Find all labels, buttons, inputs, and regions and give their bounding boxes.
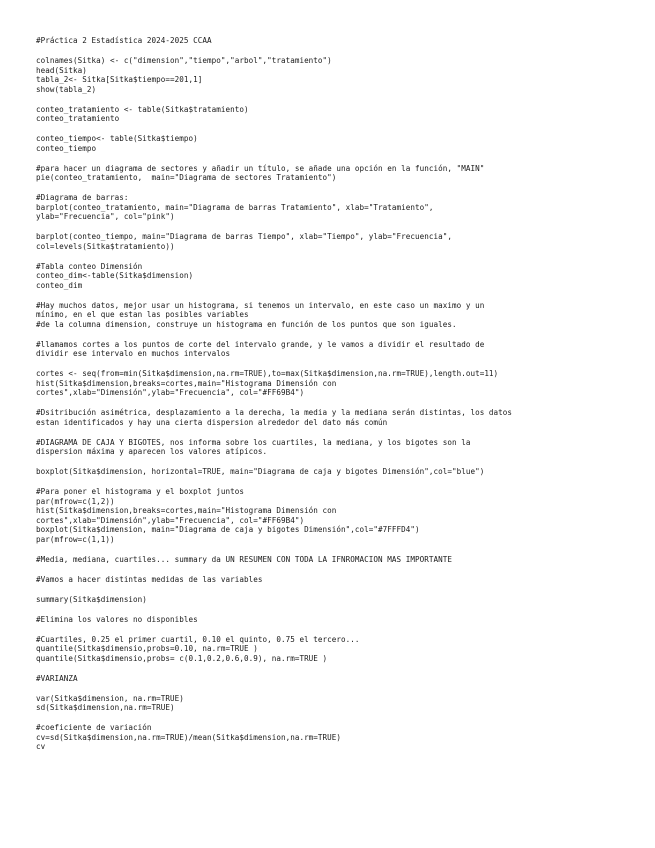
comment-line: #coeficiente de variación [36, 723, 152, 732]
code-line: barplot(conteo_tratamiento, main="Diagrama de barras Tratamiento", xlab="Tratamiento", [36, 202, 434, 212]
code-block [36, 595, 636, 605]
code-block [36, 56, 636, 94]
code-block [36, 674, 636, 684]
code-line: quantile(Sitka$dimensio,probs=0.10, na.rm=TRUE ) [36, 644, 258, 653]
comment-line: #Práctica 2 Estadística 2024-2025 CCAA [36, 36, 212, 45]
code-line: ylab="Frecuencia", col="pink") [36, 212, 175, 221]
comment-line: #Hay muchos datos, mejor usar un histograma, si tenemos un intervalo, en este caso un maximo y un [36, 300, 485, 310]
comment-line: #Dsitribución asimétrica, desplazamiento a la derecha, la media y la mediana serán distintas, los datos [36, 408, 513, 417]
code-block [36, 134, 636, 153]
code-line: conteo_tiempo<- table(Sitka$tiempo) [36, 134, 198, 143]
code-line: conteo_tratamiento <- table(Sitka$tratamiento) [36, 104, 249, 114]
code-line: sd(Sitka$dimension,na.rm=TRUE) [36, 703, 175, 712]
code-block [36, 301, 636, 330]
code-line: cortes",xlab="Dimensión",ylab="Frecuencia", col="#FF69B4") [36, 388, 305, 397]
code-line: conteo_dim<-table(Sitka$dimension) [36, 271, 194, 280]
code-line: dispersion máxima y aparecen los valores atípicos. [36, 447, 268, 456]
code-line: tabla_2<- Sitka[Sitka$tiempo==201,1] [36, 75, 203, 84]
code-block [36, 438, 636, 457]
r-script-text [36, 36, 636, 762]
code-block [36, 36, 636, 46]
code-line: summary(Sitka$dimension) [36, 594, 147, 604]
comment-line: #Para poner el histograma y el boxplot juntos [36, 487, 244, 496]
code-line: conteo_dim [36, 280, 83, 290]
code-block [36, 615, 636, 625]
comment-line: #DIAGRAMA DE CAJA Y BIGOTES, nos informa sobre los cuartiles, la mediana, y los bigotes son la [36, 437, 471, 447]
comment-line: #Tabla conteo Dimensión [36, 261, 143, 271]
code-line: dividir ese intervalo en muchos intervalos [36, 349, 231, 358]
code-line: hist(Sitka$dimension,breaks=cortes,main="Histograma Dimensión con [36, 506, 337, 515]
code-line: head(Sitka) [36, 65, 87, 75]
comment-line: #para hacer un diagrama de sectores y añadir un título, se añade una opción en la función, "MAIN" [36, 163, 485, 173]
code-block [36, 193, 636, 222]
comment-line: #Vamos a hacer distintas medidas de las variables [36, 574, 263, 584]
code-line: col=levels(Sitka$tratamiento)) [36, 241, 175, 251]
code-line: cortes",xlab="Dimensión",ylab="Frecuencia", col="#FF69B4") [36, 515, 305, 525]
code-block [36, 262, 636, 291]
code-line: show(tabla_2) [36, 84, 97, 94]
code-block [36, 635, 636, 664]
code-block [36, 723, 636, 752]
code-line: estan identificados y hay una cierta dispersion alrededor del dato más común [36, 417, 388, 427]
comment-line: #llamamos cortes a los puntos de corte del intervalo grande, y le vamos a dividir el resultado de [36, 339, 485, 349]
code-block [36, 369, 636, 398]
code-block [36, 105, 636, 124]
code-line: var(Sitka$dimension, na.rm=TRUE) [36, 693, 184, 703]
code-block [36, 467, 636, 477]
code-block [36, 408, 636, 427]
code-line: barplot(conteo_tiempo, main="Diagrama de barras Tiempo", xlab="Tiempo", ylab="Frecuencia", [36, 232, 452, 241]
code-line: cortes <- seq(from=min(Sitka$dimension,na.rm=TRUE),to=max(Sitka$dimension,na.rm=TRUE),length.out=11) [36, 369, 499, 378]
code-line: conteo_tratamiento [36, 114, 120, 123]
code-block [36, 340, 636, 359]
comment-line: #de la columna dimension, construye un histograma en función de los puntos que son iguales. [36, 319, 457, 329]
code-block [36, 232, 636, 251]
code-block [36, 164, 636, 183]
code-line: conteo_tiempo [36, 143, 97, 153]
code-line: quantile(Sitka$dimensio,probs= c(0.1,0.2,0.6,0.9), na.rm=TRUE ) [36, 653, 328, 663]
code-line: par(mfrow=c(1,1)) [36, 534, 115, 544]
code-block [36, 694, 636, 713]
code-line: boxplot(Sitka$dimension, horizontal=TRUE, main="Diagrama de caja y bigotes Dimensión",col="blue") [36, 467, 485, 476]
code-line: colnames(Sitka) <- c("dimension","tiempo","arbol","tratamiento") [36, 56, 332, 65]
code-line: pie(conteo_tratamiento, main="Diagrama de sectores Tratamiento") [36, 173, 337, 182]
code-block [36, 575, 636, 585]
comment-line: #Media, mediana, cuartiles... summary da UN RESUMEN CON TODA LA IFNROMACION MAS IMPORTANTE [36, 554, 452, 564]
code-block [36, 555, 636, 565]
code-line: hist(Sitka$dimension,breaks=cortes,main="Histograma Dimensión con [36, 378, 337, 388]
code-line: cv=sd(Sitka$dimension,na.rm=TRUE)/mean(Sitka$dimension,na.rm=TRUE) [36, 732, 342, 742]
comment-line: #Cuartiles, 0.25 el primer cuartil, 0.10 el quinto, 0.75 el tercero... [36, 634, 360, 644]
comment-line: #VARIANZA [36, 673, 78, 683]
comment-line: #Diagrama de barras: [36, 193, 129, 202]
code-line: boxplot(Sitka$dimension, main="Diagrama de caja y bigotes Dimensión",col="#7FFFD4") [36, 525, 420, 534]
comment-line: #Elimina los valores no disponibles [36, 614, 198, 624]
code-block [36, 487, 636, 544]
code-line: mínimo, en el que estan las posibles variables [36, 310, 249, 319]
code-line: par(mfrow=c(1,2)) [36, 496, 115, 506]
code-line: cv [36, 742, 46, 751]
